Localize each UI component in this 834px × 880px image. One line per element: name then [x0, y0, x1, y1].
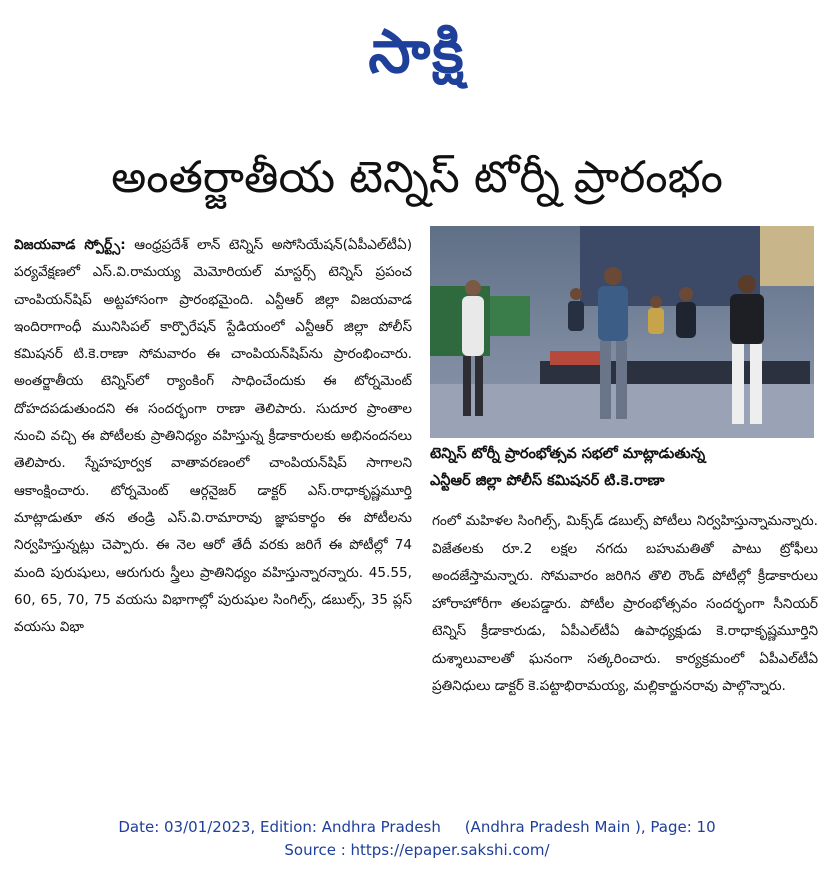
- article-body-right: గంలో మహిళల సింగిల్స్, మిక్స్‌డ్ డబుల్స్ పోటీలు నిర్వహిస్తున్నామన్నారు. విజేతలకు రూ.2 లక్షల నగదు బహుమతితో పాటు ట్రోఫీలు అందజేస్తామన్నారు. సోమవారం జరిగిన తొలి రౌండ్ పోటీల్లో క్రీడాకారులు హోరాహోరీగా తలపడ్డారు. పోటీల ప్రారంభోత్సవం సందర్భంగా సీనియర్ టెన్నిస్ క్రీడాకారుడు, ఏపీఎల్‌టీఏ ఉపాధ్యక్షుడు కె.రాధాకృష్ణమూర్తిని దుశ్శాలువాలతో ఘనంగా సత్కరించారు. కార్యక్రమంలో ఏపీఎల్‌టీఏ ప్రతినిధులు డాక్టర్ కె.పట్టాభిరామయ్య, మల్లికార్జునరావు పాల్గొన్నారు.: [432, 513, 818, 694]
- caption-line-1: టెన్నిస్ టోర్నీ ప్రారంభోత్సవ సభలో మాట్లాడుతున్న: [430, 446, 706, 462]
- footer-edition-info: Date: 03/01/2023, Edition: Andhra Pradesh (Andhra Pradesh Main ), Page: 10: [118, 818, 716, 836]
- article-body-left: [14, 232, 412, 802]
- article-headline: అంతర్జాతీయ టెన్నిస్ టోర్నీ ప్రారంభం: [111, 152, 723, 203]
- dateline: విజయవాడ స్పోర్ట్స్:: [14, 237, 126, 253]
- caption-line-2: ఎన్టీఆర్ జిల్లా పోలీస్ కమిషనర్ టి.కె.రాణా: [430, 473, 665, 489]
- article-photo: [430, 226, 814, 438]
- masthead-logo: సాక్షి: [368, 17, 466, 87]
- body-left-text: ఆంధ్రప్రదేశ్ లాన్ టెన్నిస్ అసోసియేషన్(ఏపీఎల్‌టీఏ) పర్యవేక్షణలో ఎస్.వి.రామయ్య మెమోరియల్ మాస్టర్స్ టెన్నిస్ ప్రపంచ చాంపియన్‌షిప్ అట్టహాసంగా ప్రారంభమైంది. ఎన్టీఆర్ జిల్లా విజయవాడ ఇందిరాగాంధీ మునిసిపల్ కార్పొరేషన్ స్టేడియంలో ఎన్టీఆర్ జిల్లా పోలీస్ కమిషనర్ టి.కె.రాణా సోమవారం ఈ చాంపియన్‌షిప్‌ను ప్రారంభించారు. అంతర్జాతీయ టెన్నిస్‌లో ర్యాంకింగ్ సాధించేందుకు ఈ టోర్నమెంట్ దోహదపడుతుందని ఈ సందర్భంగా రాణా తెలిపారు. సుదూర ప్రాంతాల నుంచి వచ్చి ఈ పోటీలకు ప్రాతినిధ్యం వహిస్తున్న క్రీడాకారులకు అభినందనలు తెలిపారు. స్నేహపూర్వక వాతావరణంలో చాంపియన్‌షిప్ సాగాలని ఆకాంక్షించారు. టోర్నమెంట్ ఆర్గనైజర్ డాక్టర్ ఎస్.రాధాకృష్ణమూర్తి మాట్లాడుతూ తన తండ్రి ఎస్.వి.రామారావు జ్ఞాపకార్థం ఈ పోటీలను నిర్వహిస్తున్నట్లు చెప్పారు. ఈ నెల ఆరో తేదీ వరకు జరిగే ఈ పోటీల్లో 74 మంది పురుషులు, ఆరుగురు స్త్రీలు ప్రాతినిధ్యం వహిస్తున్నారన్నారు. 45.55, 60, 65, 70, 75 వయసు విభాగాల్లో పురుషుల సింగిల్స్, డబుల్స్, 35 ప్లస్ వయసు విభా: [14, 237, 412, 636]
- photo-caption: [430, 441, 814, 495]
- footer-source-link[interactable]: Source : https://epaper.sakshi.com/: [284, 841, 550, 859]
